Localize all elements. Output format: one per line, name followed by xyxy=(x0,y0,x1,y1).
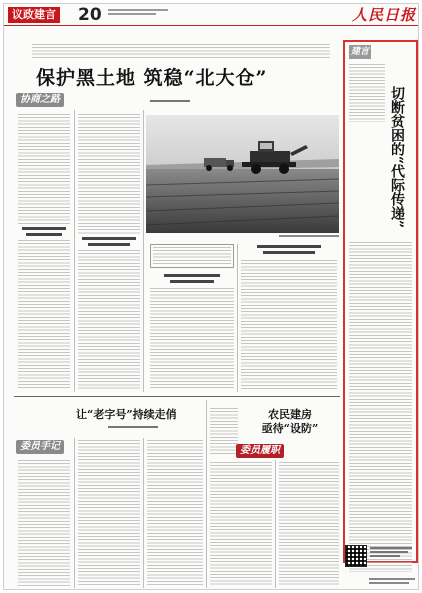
masthead: 人民日报 xyxy=(351,6,416,24)
newspaper-page xyxy=(3,3,419,590)
section-logo-weiyuan-shouji: 委员手记 xyxy=(16,440,64,454)
column-rule xyxy=(275,460,276,588)
lower-right-headline-line1: 农民建房 xyxy=(268,408,312,421)
pull-quote-1 xyxy=(150,244,234,268)
right-column-lead-text xyxy=(349,64,385,122)
col3-subhead xyxy=(150,273,234,283)
col2-text-2 xyxy=(78,250,140,390)
story-byline xyxy=(150,100,190,102)
right-column-logo: 建言 xyxy=(350,47,369,57)
left-subhead-1 xyxy=(18,226,70,236)
lower-col3-text xyxy=(147,440,203,586)
left-column-text-2 xyxy=(18,240,70,390)
lower-col1-text xyxy=(18,460,70,586)
column-rule xyxy=(237,244,238,392)
lower-right-headline-line2: 亟待“设防” xyxy=(261,422,319,435)
section-logo-weiyuan-lvzhi: 委员履职 xyxy=(236,444,284,458)
right-column-box xyxy=(343,40,418,563)
column-rule xyxy=(206,400,207,588)
section-badge: 议政建言 xyxy=(8,7,60,23)
footer-info xyxy=(369,578,419,584)
column-rule xyxy=(74,438,75,588)
right-column-body xyxy=(349,242,412,572)
left-column-text xyxy=(18,114,70,224)
column-rule xyxy=(74,110,75,392)
column-rule xyxy=(143,438,144,588)
lower-col2-text xyxy=(78,440,140,586)
page-number: 20 xyxy=(78,5,102,25)
photo-caption xyxy=(146,235,339,237)
qr-code xyxy=(345,545,367,567)
issue-info xyxy=(108,8,178,15)
harvest-photo xyxy=(146,115,339,233)
col4-subhead xyxy=(241,244,337,254)
lower-right-headline xyxy=(242,408,338,436)
harvest-photo-illustration xyxy=(146,115,339,233)
col2-subhead xyxy=(78,236,140,246)
main-headline: 保护黑土地 筑稳“北大仓” xyxy=(36,67,268,89)
lower-right-col2-text xyxy=(279,462,339,586)
lower-right-col1-text xyxy=(210,462,272,586)
column-rule xyxy=(143,110,144,392)
story-intro xyxy=(32,44,330,60)
lower-left-byline xyxy=(108,426,158,428)
col2-text xyxy=(78,114,140,234)
lower-right-lead-text xyxy=(210,408,238,454)
lower-left-headline: 让“老字号”持续走俏 xyxy=(76,408,177,421)
section-logo-xieshang: 协商之路 xyxy=(16,93,64,107)
qr-description xyxy=(370,547,416,557)
col3-text xyxy=(150,288,234,390)
col4-text xyxy=(241,260,337,390)
right-column-title: 切断贫困的“代际传递” xyxy=(389,86,405,229)
section-divider xyxy=(14,396,340,397)
page-header xyxy=(4,4,419,26)
